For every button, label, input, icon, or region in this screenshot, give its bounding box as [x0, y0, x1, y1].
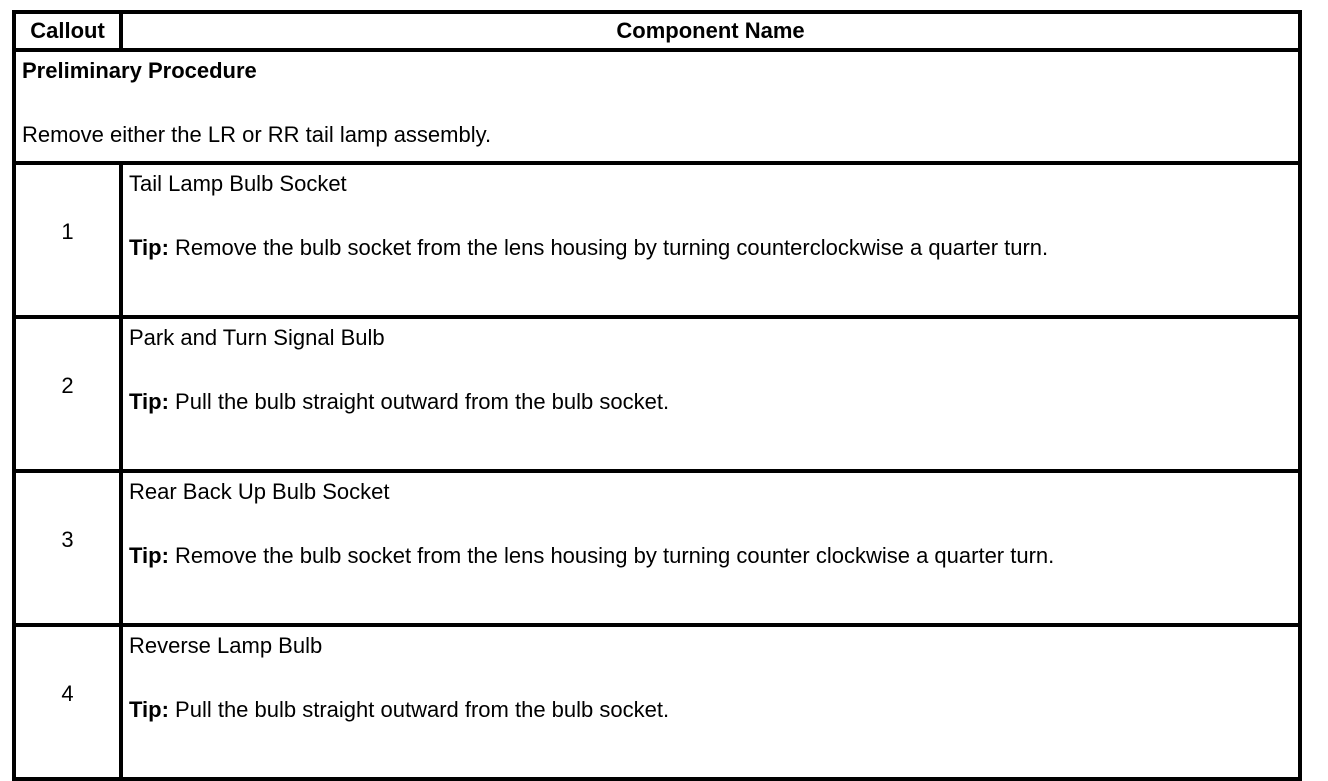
callout-number: 1 [14, 163, 121, 317]
tip-line [129, 543, 1292, 568]
tip-text: Remove the bulb socket from the lens housing by turning counterclockwise a quarter turn. [168, 235, 1049, 261]
table-row [14, 163, 1300, 317]
callout-number: 4 [14, 625, 121, 779]
component-cell [121, 471, 1300, 625]
preliminary-text: Remove either the LR or RR tail lamp assembly. [22, 122, 492, 148]
tip-label: Tip: [129, 235, 169, 261]
tip-label: Tip: [129, 389, 169, 415]
callout-number: 3 [14, 471, 121, 625]
header-component-name: Component Name [121, 12, 1300, 50]
tip-label: Tip: [129, 697, 169, 723]
tip-text: Remove the bulb socket from the lens housing by turning counter clockwise a quarter turn. [168, 543, 1055, 569]
preliminary-cell [14, 50, 1300, 163]
preliminary-title: Preliminary Procedure [22, 58, 257, 83]
component-cell [121, 625, 1300, 779]
procedure-table [12, 10, 1302, 781]
tip-line [129, 235, 1292, 260]
preliminary-row [14, 50, 1300, 163]
component-name: Reverse Lamp Bulb [129, 633, 323, 658]
tip-text: Pull the bulb straight outward from the bulb socket. [168, 389, 670, 415]
tip-text: Pull the bulb straight outward from the bulb socket. [168, 697, 670, 723]
component-cell [121, 317, 1300, 471]
table-row [14, 625, 1300, 779]
component-name: Rear Back Up Bulb Socket [129, 479, 390, 504]
table-row [14, 471, 1300, 625]
tip-label: Tip: [129, 543, 169, 569]
table-row [14, 317, 1300, 471]
header-callout: Callout [14, 12, 121, 50]
component-name: Park and Turn Signal Bulb [129, 325, 385, 350]
callout-number: 2 [14, 317, 121, 471]
tip-line [129, 697, 1292, 722]
procedure-table-container [12, 10, 1302, 781]
header-row [14, 12, 1300, 50]
tip-line [129, 389, 1292, 414]
component-name: Tail Lamp Bulb Socket [129, 171, 347, 196]
component-cell [121, 163, 1300, 317]
